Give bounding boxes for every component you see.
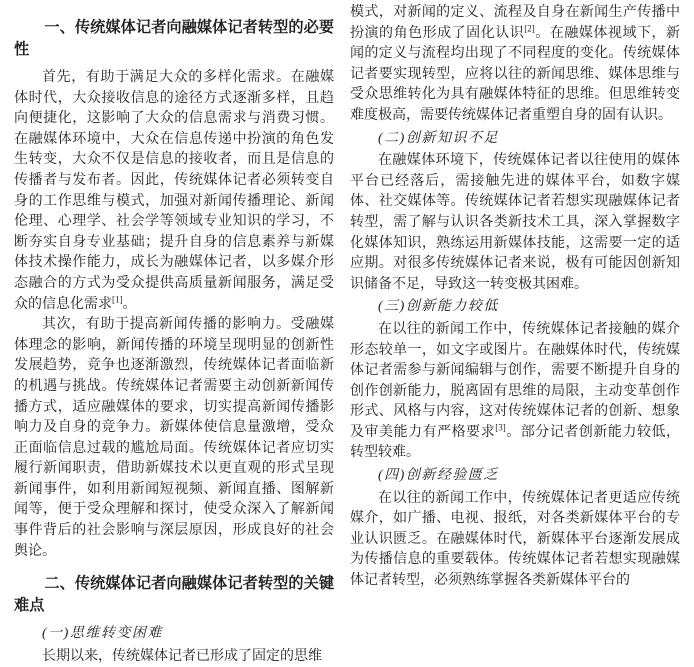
body-paragraph: 在融媒体环境下，传统媒体记者以往使用的媒体平台已经落后，需接触先进的媒体平台，如数字媒体、社交媒体等。传统媒体记者若想实现融媒体记者转型，需了解与认识各类新技术工具，深入掌握数字化媒体知识，熟练运用新媒体技能，这需要一定的适应期。对很多传统媒体记者来说，极有可能因创新知识储备不足，导致这一转变极其困难。 [350,153,680,292]
subsection-heading: (三)创新能力较低 [378,299,499,315]
section-heading: 一、传统媒体记者向融媒体记者转型的必要性 [14,19,334,58]
body-paragraph: 在以往的新闻工作中，传统媒体记者更适应传统媒介，如广播、电视、报纸，对各类新媒体平台的专业认识匮乏。在融媒体时代，新媒体平台逐渐发展成为传播信息的重要载体。传统媒体记者若想实现融媒体记者转型，必须熟练掌握各类新媒体平台的 [350,490,680,589]
section-heading: 二、传统媒体记者向融媒体记者转型的关键难点 [14,575,334,615]
subsection-heading: (四)创新经验匮乏 [378,468,499,484]
reference-marker: [1] [112,293,123,304]
body-paragraph: 其次，有助于提高新闻传播的影响力。受融媒体理念的影响，新闻传播的环境呈现明显的创新性发展趋势，竞争也逐渐激烈，传统媒体记者面临新的机遇与挑战。传统媒体记者需要主动创新新闻传播方式，适应融媒体的要求，切实提高新闻传播影响力及自身的竞争力。新媒体使信息量激增，受众正面临信息过载的尴尬局面。传统媒体记者应切实履行新闻职责，借助新媒技术以更直观的形式呈现新闻事件，如利用新闻短视频、新闻直播、图解新闻等，便于受众理解和探讨，使受众深入了解新闻事件背后的社会影响与深层原因，形成良好的社会舆论。 [14,317,334,559]
body-paragraph: 模式，对新闻的定义、流程及自身在新闻生产传播中扮演的角色形成了固化认识[2]。在融媒体视域下，新闻的定义与流程均出现了不同程度的变化。传统媒体记者要实现转型，应将以往的新闻思维、媒体思维与受众思维转化为具有融媒体特征的思维。但思维转变难度极高，需要传统媒体记者重塑自身的固有认识。 [350,5,681,123]
body-paragraph: 长期以来，传统媒体记者已形成了固定的思维 [42,648,322,664]
reference-marker: [3] [495,422,506,433]
subsection-heading: (二)创新知识不足 [378,130,499,146]
body-paragraph: 首先，有助于满足大众的多样化需求。在融媒体时代，大众接收信息的途径方式逐渐多样，且趋向便捷化，这影响了大众的信息需求与消费习惯。在融媒体环境中，大众在信息传递中扮演的角色发生转变，大众不仅是信息的接收者，而且是信息的传播者与发布者。因此，传统媒体记者必须转变自身的工作思维与模式，加强对新闻传播理论、新闻伦理、心理学、社会学等领域专业知识的学习，不断夯实自身专业基础；提升自身的信息素养与新媒体技术操作能力，成长为融媒体记者，以多媒介形态融合的方式为受众提供高质量新闻服务，满足受众的信息化需求[1]。 [14,70,334,312]
column-left [14,3,334,664]
subsection-heading: (一)思维转变困难 [42,626,163,642]
body-paragraph: 在以往的新闻工作中，传统媒体记者接触的媒介形态较单一，如文字或图片。在融媒体时代，传统媒体记者需参与新闻编辑与创作，需要不断提升自身的创作创新能力，脱离固有思维的局限，主动变革创作形式、风格与内容，这对传统媒体记者的创新、想象及审美能力有严格要求[3]。部分记者创新能力较低，转型较难。 [350,321,681,461]
reference-marker: [2] [524,22,535,33]
column-right [350,3,680,610]
